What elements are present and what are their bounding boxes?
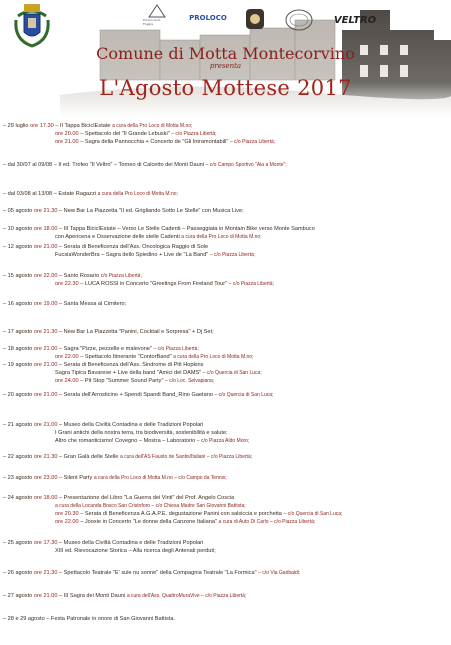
event-line [3,429,449,437]
event-date: – 12 agosto [3,244,33,251]
event-location: – c/o Quercia di San Luca; [283,511,343,518]
event-description: – Serata di Beneficenza dell'Ass. Oncologica Raggio di Sole [59,244,209,251]
event-entry [3,539,449,555]
event-line [3,502,449,510]
event-title: L'Agosto Mottese 2017 [99,76,352,100]
event-date: – 21 agosto [3,422,33,429]
event-description: – Silent Party [59,475,93,482]
event-time: ore 22.00 [33,272,58,279]
event-location: a cura dell'AS Fausto de Santis/Italiani – c/o Piazza Libertà; [119,454,253,461]
event-entry [3,494,449,526]
event-location: – c/o Piazza Libertà; [228,280,274,287]
event-line [3,377,449,385]
province-logo-icon [143,3,171,27]
event-description: I Grani antichi della nostra terra, tra biodiversità, sostenibilità e salute; [55,430,228,437]
event-time: ore 21.00 [55,139,79,145]
event-line [3,345,449,353]
event-line [3,421,449,429]
event-time: ore 17.30 [30,123,54,129]
event-line [3,474,449,482]
event-description: – Spettacolo Teatrale "E' sule nu sonne" della Compagnia Teatrale "La Formica" [59,569,257,576]
event-location: – c/o Via Garibaldi; [258,569,301,576]
event-entry [3,300,449,308]
event-entry [3,122,449,146]
event-line [3,615,449,623]
event-time: ore 21.00 [33,422,58,429]
event-time: ore 17.30 [33,539,58,546]
event-date: – 19 agosto [3,361,33,368]
event-line [3,518,449,526]
event-location: a cura della Pro Loco di Motta M.no; [112,123,193,129]
event-line [3,161,449,169]
event-time: ore 21.00 [33,391,58,398]
event-line [3,539,449,547]
event-time: ore 21.00 [33,592,58,599]
event-description: – Sagra "Pizze, pezzelle e malevone" [59,345,152,352]
event-time: ore 20.00 [55,131,79,137]
event-line [3,280,449,288]
event-entry [3,328,449,336]
event-description: – New Bar La Piazzetta "II ed. Grigliando Sotto Le Stelle" con Musica Live; [59,208,244,215]
event-location: a cura della Pro Loco di Motta M.no; [181,234,262,241]
event-time: ore 21.30 [33,208,58,215]
event-time: ore 22.00 [55,519,79,526]
event-date: – 22 agosto [3,454,33,461]
event-date: – 27 agosto [3,592,33,599]
event-description: – Serata di Beneficenza A.G.A.P.E. degustazione Panini con salsiccia e porchetta [80,511,282,518]
event-time: ore 21.30 [33,329,58,336]
event-location: – c/o Quercia di San Luca; [214,391,274,398]
event-time: ore 21.30 [33,454,58,461]
event-date: – 17 agosto [3,329,33,336]
event-time: ore 20.30 [55,511,79,518]
event-entry [3,190,449,198]
seal-logo-icon [243,6,267,32]
event-entry [3,592,449,600]
event-entry [3,569,449,577]
event-date: – 05 agosto [3,208,33,215]
province-logo-label: Provincia di Foggia [143,18,161,26]
event-description: XIII ed. Rievocazione Storica – Alla ricerca degli Antenati perduti; [55,547,216,554]
event-line [3,190,449,198]
event-date: – 16 agosto [3,301,33,307]
event-location: – c/o Loc. Selvapiana; [165,377,215,384]
event-date: – 24 agosto [3,495,33,502]
event-description: – Santa Messa al Cimitero; [59,301,127,307]
event-location: – c/o Piazza Libertà; [171,131,217,137]
event-line [3,122,449,130]
event-entry [3,207,449,215]
event-description: con Apericena e Osservazione delle stelle Cadenti [55,234,180,241]
event-entry [3,345,449,361]
event-description: – Presentazione del Libro "La Guerra dei Vinti" del Prof. Angelo Coscia [59,495,235,502]
event-description: – Festa Patronale in onore di San Giovanni Battista. [46,616,175,623]
event-location: – c/o Quercia di San Luca; [202,369,262,376]
event-location: c/o Piazza Libertà; [100,272,142,279]
event-date: – 15 agosto [3,272,33,279]
event-location: – c/o Piazza Libertà; [209,252,256,259]
event-description: – II ed. Trofeo "Il Veltro" – Torneo di Calcetto dei Monti Dauni [53,162,205,169]
event-location: a cura della Locanda Bosco San Cristoforo – c/o Chiesa Madre San Giovanni Battista; [55,503,246,510]
event-description: – Gran Galà delle Stelle [59,454,119,461]
event-date: – 25 agosto [3,539,33,546]
event-time: ore 22.00 [55,353,79,360]
event-line [3,510,449,518]
event-line [3,547,449,555]
event-line [3,369,449,377]
event-description: – New Bar La Piazzetta "Panini, Cocktail e Sorpresa" + Dj Set; [59,329,214,336]
event-description: – Jooxie in Concerto "Le donne della Canzone Italiana" [80,519,217,526]
event-entry [3,161,449,169]
event-location: – c/o Campo Sportivo "Aia a Monte"; [205,162,287,169]
veltro-logo-label: VELTRO [333,14,377,26]
event-line [3,233,449,241]
event-entry [3,225,449,241]
page-title: Comune di Motta Montecorvino [96,44,355,63]
proloco-logo-icon [188,10,228,26]
event-date: – 10 agosto [3,226,33,233]
event-time: ore 21.00 [33,361,58,368]
event-location: a cura della Pro Loco di Motta M.no; [173,353,254,360]
event-location: a cura della Pro Loco di Motta M.no; [97,190,178,197]
event-description: Altro che romanticismo! Covegno – Mostra – Laboratorio [55,438,196,445]
event-location: – c/o Piazza Libertà; [229,139,276,145]
event-description: Sagra Tipica Bavarese + Live della band "Amici del DAMS" [55,369,202,376]
event-line [3,361,449,369]
event-date: – dal 30/07 al 09/08 [3,162,53,169]
event-entry [3,474,449,482]
event-description: – III Tappa BicicIEstate – Verso Le Stelle Cadenti – Passeggiata in Montain Bike verso Monte Sambuco [59,226,315,233]
event-location: a cura dell'Ass. QuattroMuraVive – c/o Piazza Libertà; [126,592,247,599]
event-time: ore 22.30 [55,280,79,287]
event-location: – c/o Piazza Aldo Moro; [196,438,250,445]
event-time: ore 19.00 [33,301,58,307]
event-entry [3,615,449,623]
event-description: FucsiaWonderBra – Sagra dello Spiedino + Live de "La Band" [55,252,209,259]
event-line [3,453,449,461]
event-description: – Serata di Beneficenza dell'Ass. Sindrome di Pitt Hopkins [59,361,204,368]
event-line [3,391,449,399]
event-line [3,300,449,308]
event-entry [3,272,449,288]
event-description: – Spettacolo Itinerante "ContorBand" [80,353,172,360]
event-line [3,437,449,445]
event-line [3,592,449,600]
event-date: – 23 agosto [3,475,33,482]
event-date: – 18 agosto [3,345,33,352]
event-entry [3,453,449,461]
event-line [3,272,449,280]
event-line [3,353,449,361]
event-line [3,138,449,146]
event-line [3,328,449,336]
event-time: ore 18.00 [33,495,58,502]
event-description: – III Sagra dei Monti Dauni [59,592,126,599]
event-description: – Santo Rosario [59,272,100,279]
event-description: – Estate Ragazzi [53,190,97,197]
veltro-logo-icon [330,10,380,30]
event-description: – Museo della Civiltà Contadina e delle Tradizioni Popolari [59,422,204,429]
event-line [3,225,449,233]
event-location: a cura di Auto Di Carlo – c/o Piazza Libertà; [218,519,316,526]
event-line [3,569,449,577]
event-line [3,243,449,251]
event-description: – Spettacolo del "Il Grande Lebuski" [80,131,170,137]
event-date: – dal 03/08 al 13/08 [3,190,53,197]
event-description: – II Tappa BicicIEstate [55,123,111,129]
event-entry [3,391,449,399]
event-time: ore 23.00 [33,475,58,482]
page-subtitle: presenta [209,62,242,70]
event-time: ore 21.00 [33,244,58,251]
event-time: ore 24.00 [55,377,79,384]
event-time: ore 21.30 [33,569,58,576]
event-entry [3,421,449,445]
event-description: – Pit Stop "Summer Sound Party" [80,377,164,384]
event-date: – 26 agosto [3,569,33,576]
event-location: – c/o Piazza Libertà; [153,345,199,352]
event-description: – Museo della Civiltà Contadina e delle Tradizioni Popolari [59,539,204,546]
header [0,0,451,118]
event-location: a cura della Pro Loco di Motta M.no – c/o Campo da Tennis; [93,475,227,482]
event-description: – Serata dell'Arrosticino + Spendi Spandi Band_Rino Gaetano [59,391,213,398]
event-line [3,207,449,215]
event-line [3,494,449,502]
event-description: – LUCA ROSSI in Concerto "Greetings From Fireland Tour" [80,280,228,287]
event-entry [3,361,449,385]
event-description: – Sagra della Pannocchia + Concerto de "Gli Intramontabili" [80,139,229,145]
municipal-crest-icon [12,2,52,48]
event-date: – 20 agosto [3,391,33,398]
round-seal-logo-icon [284,8,314,32]
event-time: ore 18.00 [33,226,58,233]
event-line [3,130,449,138]
event-entry [3,243,449,259]
proloco-logo-label: PROLOCO [189,14,227,22]
event-line [3,251,449,259]
event-time: ore 21.00 [33,345,58,352]
event-date: – 28 e 29 agosto [3,616,45,623]
event-date: – 29 luglio [3,123,29,129]
